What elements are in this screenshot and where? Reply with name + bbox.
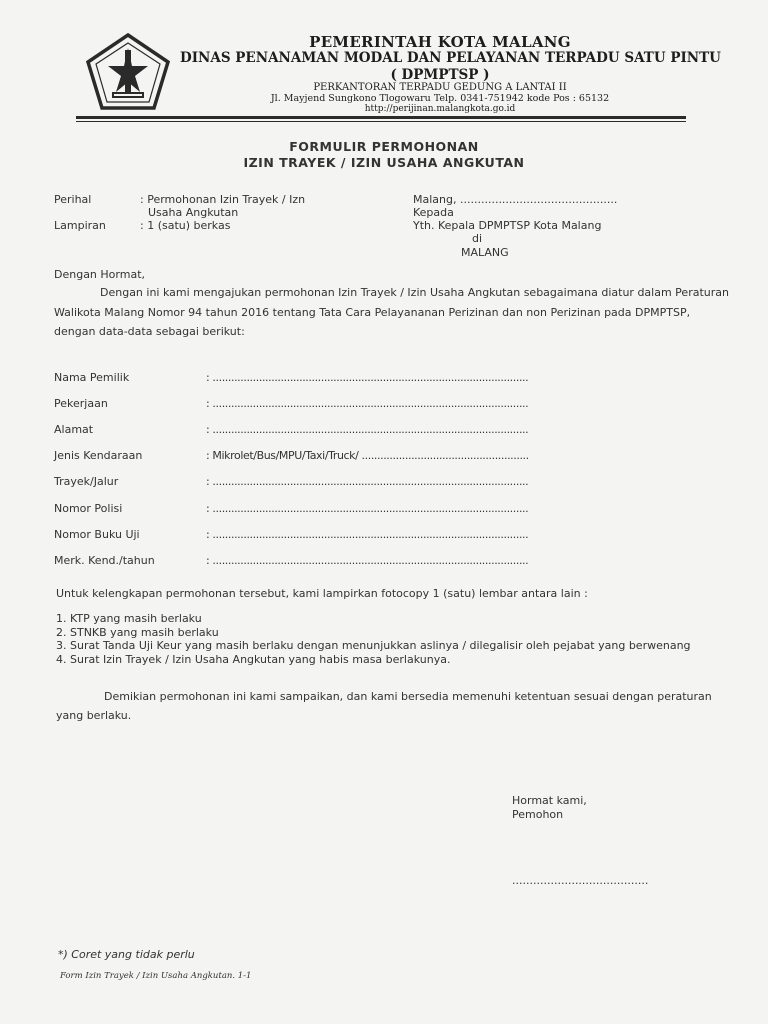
perihal-value: : Permohonan Izin Trayek / Izn: [140, 193, 306, 206]
field-input-pekerjaan[interactable]: : ......................................................................................................: [206, 397, 529, 410]
field-label-merk-kendaraan: Merk. Kend./tahun: [54, 554, 155, 567]
field-input-trayek-jalur[interactable]: : ......................................................................................................: [206, 475, 529, 488]
closing-line-1: Demikian permohonan ini kami sampaikan, dan kami bersedia memenuhi ketentuan sesuai dengan peraturan: [104, 690, 712, 703]
field-input-nomor-polisi[interactable]: : ......................................................................................................: [206, 502, 529, 515]
form-title: FORMULIR PERMOHONAN: [289, 139, 479, 154]
footer-form-code: Form Izin Trayek / Izin Usaha Angkutan. 1-1: [60, 971, 252, 981]
letterhead-rule-thick: [76, 116, 686, 119]
kepada-label: Kepada: [413, 206, 454, 219]
intro-line-1: Dengan ini kami mengajukan permohonan Izin Trayek / Izin Usaha Angkutan sebagaimana diatur dalam Peraturan: [100, 286, 729, 299]
salutation: Dengan Hormat,: [54, 268, 145, 281]
recipient-city: MALANG: [461, 246, 509, 259]
footer-note: *) Coret yang tidak perlu: [58, 948, 195, 961]
closing-line-2: yang berlaku.: [56, 709, 132, 722]
attachments-intro: Untuk kelengkapan permohonan tersebut, kami lampirkan fotocopy 1 (satu) lembar antara lain :: [56, 587, 588, 600]
malang-city-emblem: [84, 32, 172, 112]
letterhead-agency: DINAS PENANAMAN MODAL DAN PELAYANAN TERPADU SATU PINTU: [180, 50, 721, 66]
signature-role: Pemohon: [512, 808, 564, 821]
letterhead-government: PEMERINTAH KOTA MALANG: [309, 33, 571, 51]
field-label-pekerjaan: Pekerjaan: [54, 397, 108, 410]
field-input-nama-pemilik[interactable]: : ......................................................................................................: [206, 371, 529, 384]
field-label-nomor-polisi: Nomor Polisi: [54, 502, 123, 515]
attachment-item-ktp: 1. KTP yang masih berlaku: [56, 612, 202, 625]
intro-line-3: dengan data-data sebagai berikut:: [54, 325, 245, 338]
attachment-item-uji-keur: 3. Surat Tanda Uji Keur yang masih berlaku dengan menunjukkan aslinya / dilegalisir oleh pejabat yang berwenang: [56, 639, 691, 652]
perihal-label: Perihal: [54, 193, 92, 206]
field-input-jenis-kendaraan[interactable]: : Mikrolet/Bus/MPU/Taxi/Truck/ ......................................................: [206, 449, 529, 462]
field-input-merk-kendaraan[interactable]: : ......................................................................................................: [206, 554, 529, 567]
field-label-nama-pemilik: Nama Pemilik: [54, 371, 130, 384]
letterhead-website: http://perijinan.malangkota.go.id: [364, 104, 516, 114]
letterhead-abbreviation: ( DPMPTSP ): [390, 67, 490, 83]
field-label-alamat: Alamat: [54, 423, 94, 436]
letterhead-address: Jl. Mayjend Sungkono Tlogowaru Telp. 0341-751942 kode Pos : 65132: [270, 93, 610, 104]
recipient-di: di: [472, 232, 483, 245]
lampiran-value: : 1 (satu) berkas: [140, 219, 231, 232]
letterhead-office: PERKANTORAN TERPADU GEDUNG A LANTAI II: [313, 82, 567, 93]
signature-line[interactable]: .......................................: [512, 874, 649, 887]
attachment-item-stnkb: 2. STNKB yang masih berlaku: [56, 625, 219, 639]
field-label-jenis-kendaraan: Jenis Kendaraan: [54, 449, 143, 462]
field-label-trayek-jalur: Trayek/Jalur: [54, 475, 119, 488]
lampiran-label: Lampiran: [54, 219, 106, 232]
letterhead-rule-thin: [76, 121, 686, 122]
attachments-list: [56, 612, 691, 666]
recipient: Yth. Kepala DPMPTSP Kota Malang: [413, 219, 602, 232]
field-input-alamat[interactable]: : ......................................................................................................: [206, 423, 529, 436]
form-subtitle: IZIN TRAYEK / IZIN USAHA ANGKUTAN: [243, 155, 525, 170]
intro-line-2: Walikota Malang Nomor 94 tahun 2016 tentang Tata Cara Pelayananan Perizinan dan non Perizinan pada DPMPTSP,: [54, 306, 691, 319]
perihal-value-continued: Usaha Angkutan: [148, 206, 239, 219]
field-label-nomor-buku-uji: Nomor Buku Uji: [54, 528, 140, 541]
place-date-line: Malang, .............................................: [413, 193, 618, 206]
field-input-nomor-buku-uji[interactable]: : ......................................................................................................: [206, 528, 529, 541]
attachment-item-izin-lama: 4. Surat Izin Trayek / Izin Usaha Angkutan yang habis masa berlakunya.: [56, 652, 451, 666]
signature-greeting: Hormat kami,: [512, 794, 587, 807]
